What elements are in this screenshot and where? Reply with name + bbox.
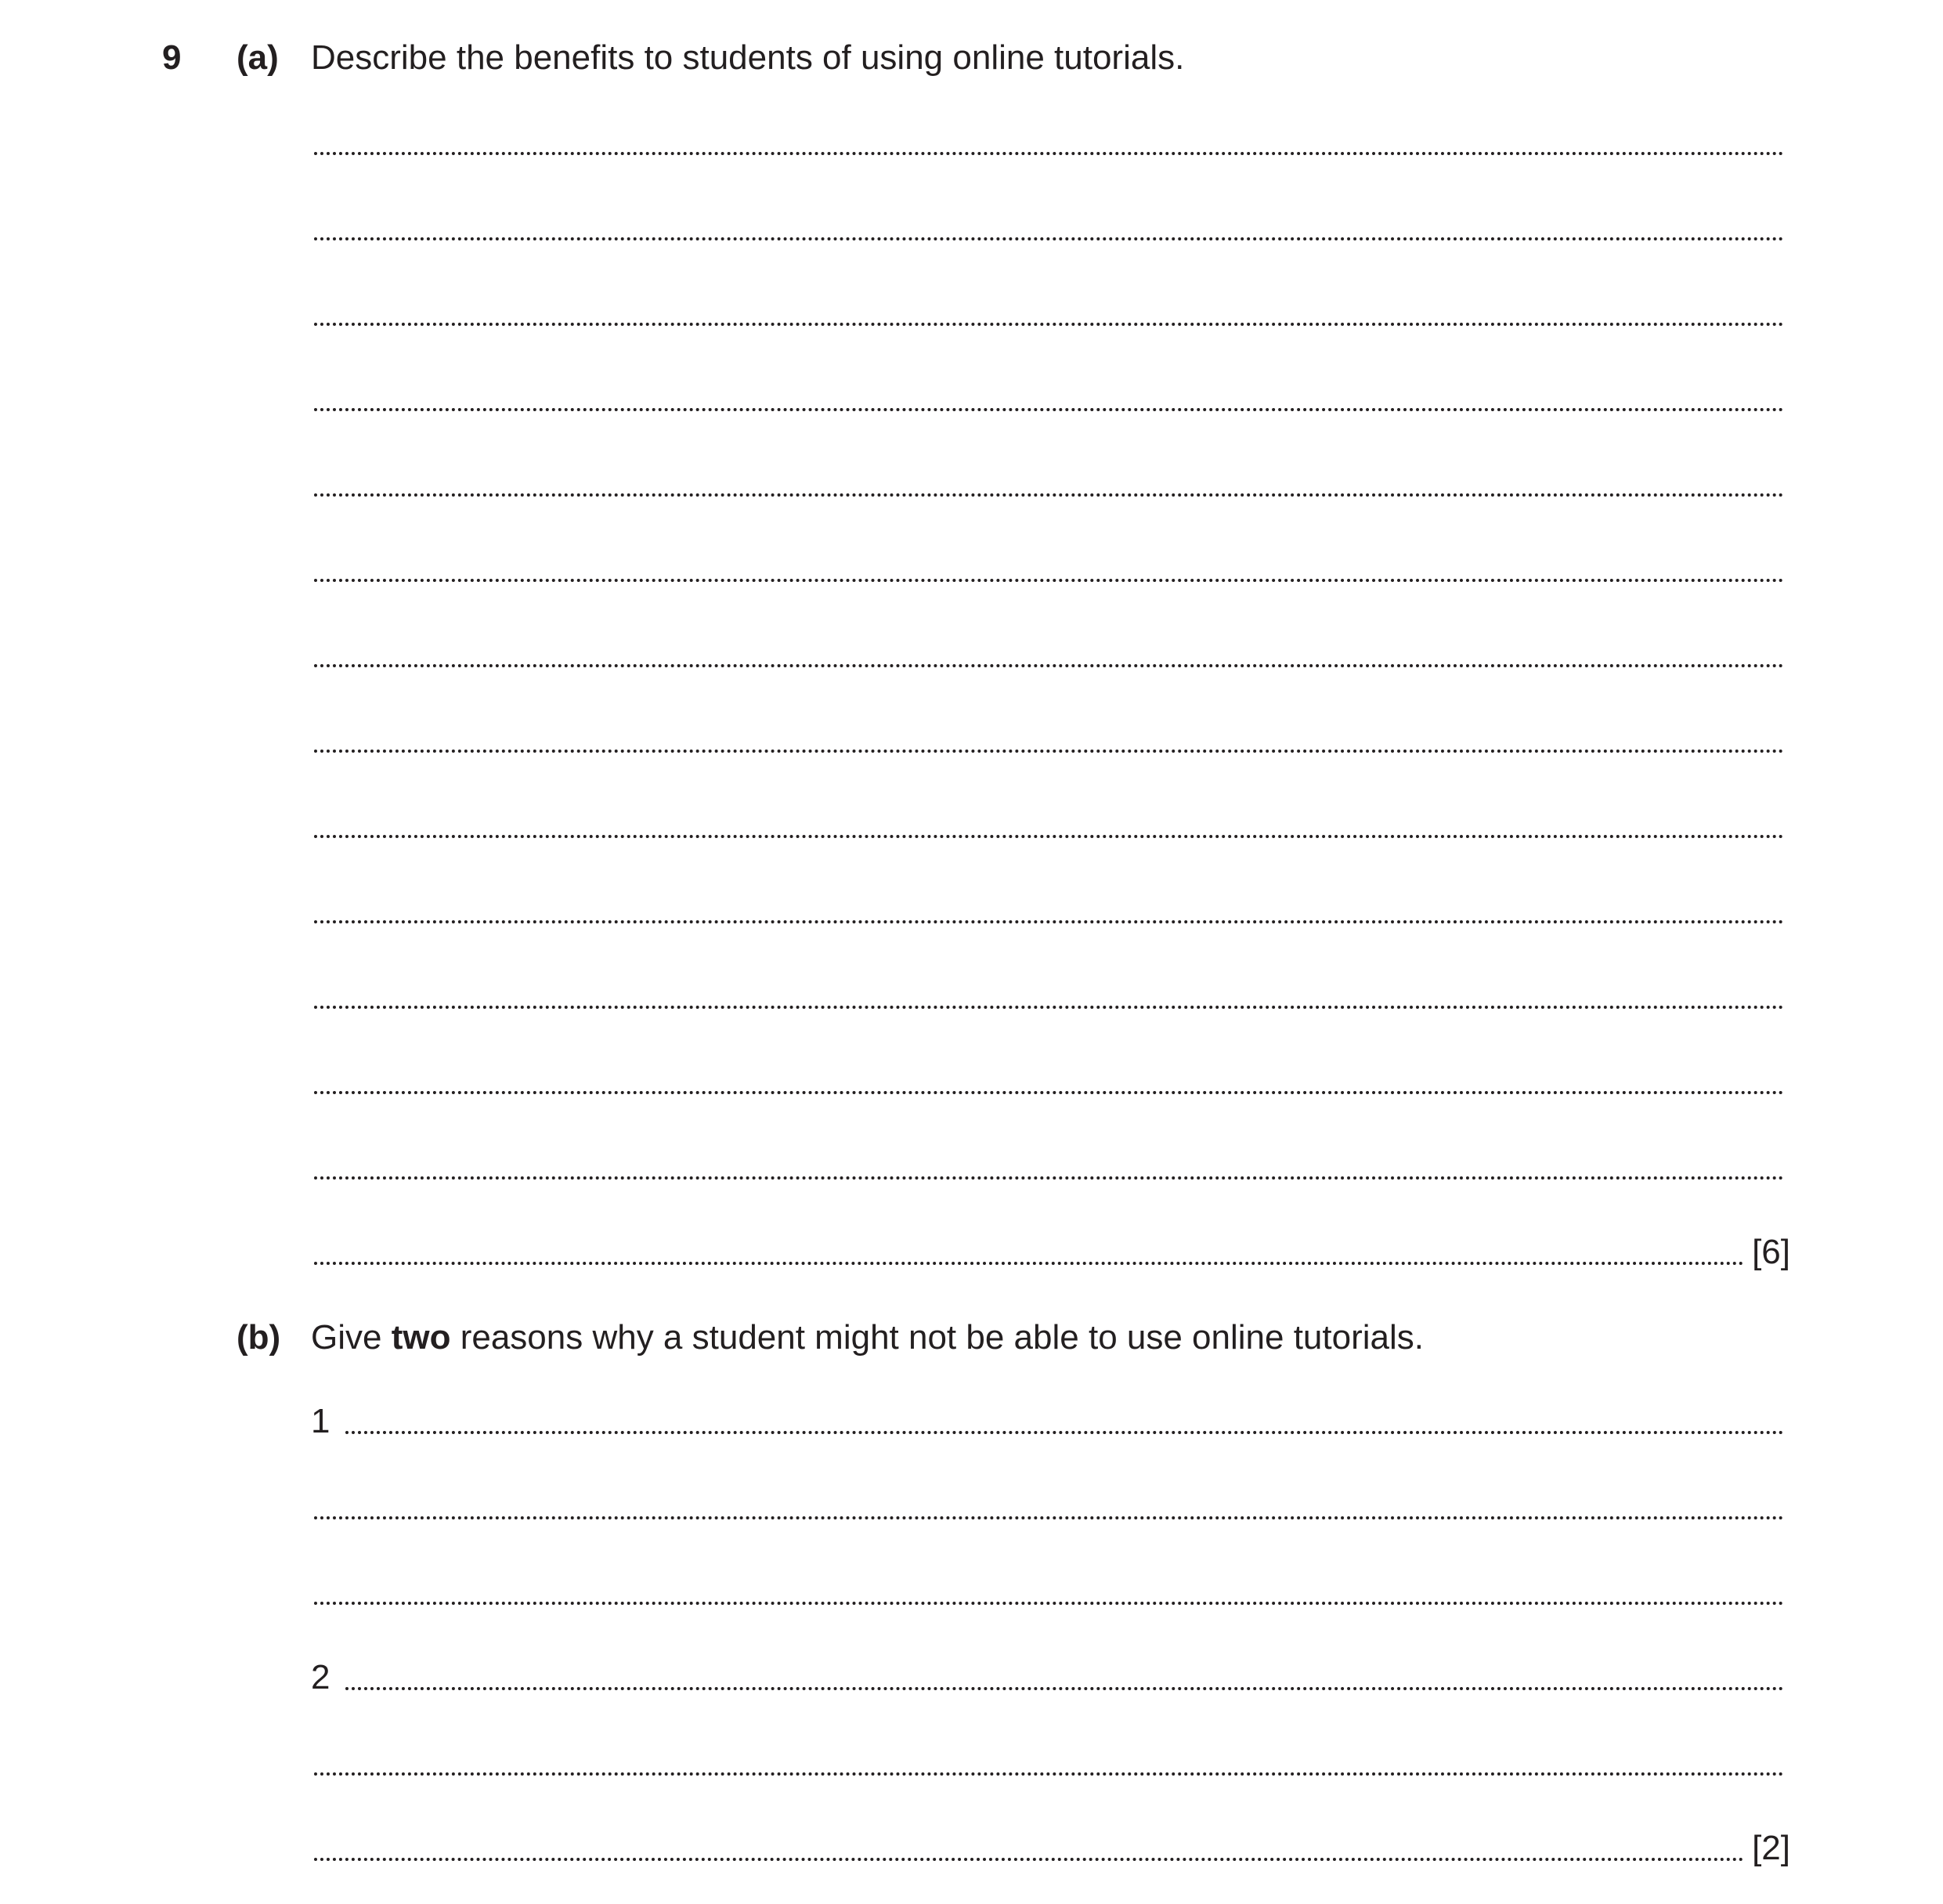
answer-line[interactable] [314,1006,1784,1009]
answer-line[interactable] [314,920,1784,923]
part-a-marks: [6] [1752,1233,1790,1271]
answer-line[interactable] [314,750,1784,753]
answer-line[interactable] [314,1772,1784,1776]
answer-number-1: 1 [311,1402,330,1440]
answer-line[interactable] [314,408,1784,411]
part-b-label: (b) [237,1318,281,1357]
part-b-marks: [2] [1752,1829,1790,1867]
answer-line[interactable] [314,1516,1784,1519]
part-b-prompt-emphasis: two [391,1318,451,1357]
answer-line[interactable] [314,323,1784,326]
answer-line-final[interactable] [314,1858,1744,1861]
answer-line[interactable] [314,237,1784,240]
answer-number-2: 2 [311,1658,330,1696]
answer-line[interactable] [345,1431,1784,1434]
answer-line-final[interactable] [314,1262,1744,1265]
answer-line[interactable] [345,1687,1784,1690]
answer-line[interactable] [314,1091,1784,1094]
part-b-prompt [311,1317,1424,1358]
part-a-prompt: Describe the benefits to students of using online tutorials. [311,38,1185,77]
answer-line[interactable] [314,1176,1784,1180]
answer-line[interactable] [314,493,1784,497]
part-b-prompt-end: reasons why a student might not be able to use online tutorials. [450,1318,1424,1357]
question-number: 9 [162,38,182,77]
part-b-prompt-start: Give [311,1318,392,1357]
answer-line[interactable] [314,1602,1784,1605]
answer-line[interactable] [314,579,1784,582]
answer-line[interactable] [314,664,1784,667]
answer-line[interactable] [314,835,1784,838]
answer-line[interactable] [314,152,1784,155]
part-a-label: (a) [237,38,279,77]
